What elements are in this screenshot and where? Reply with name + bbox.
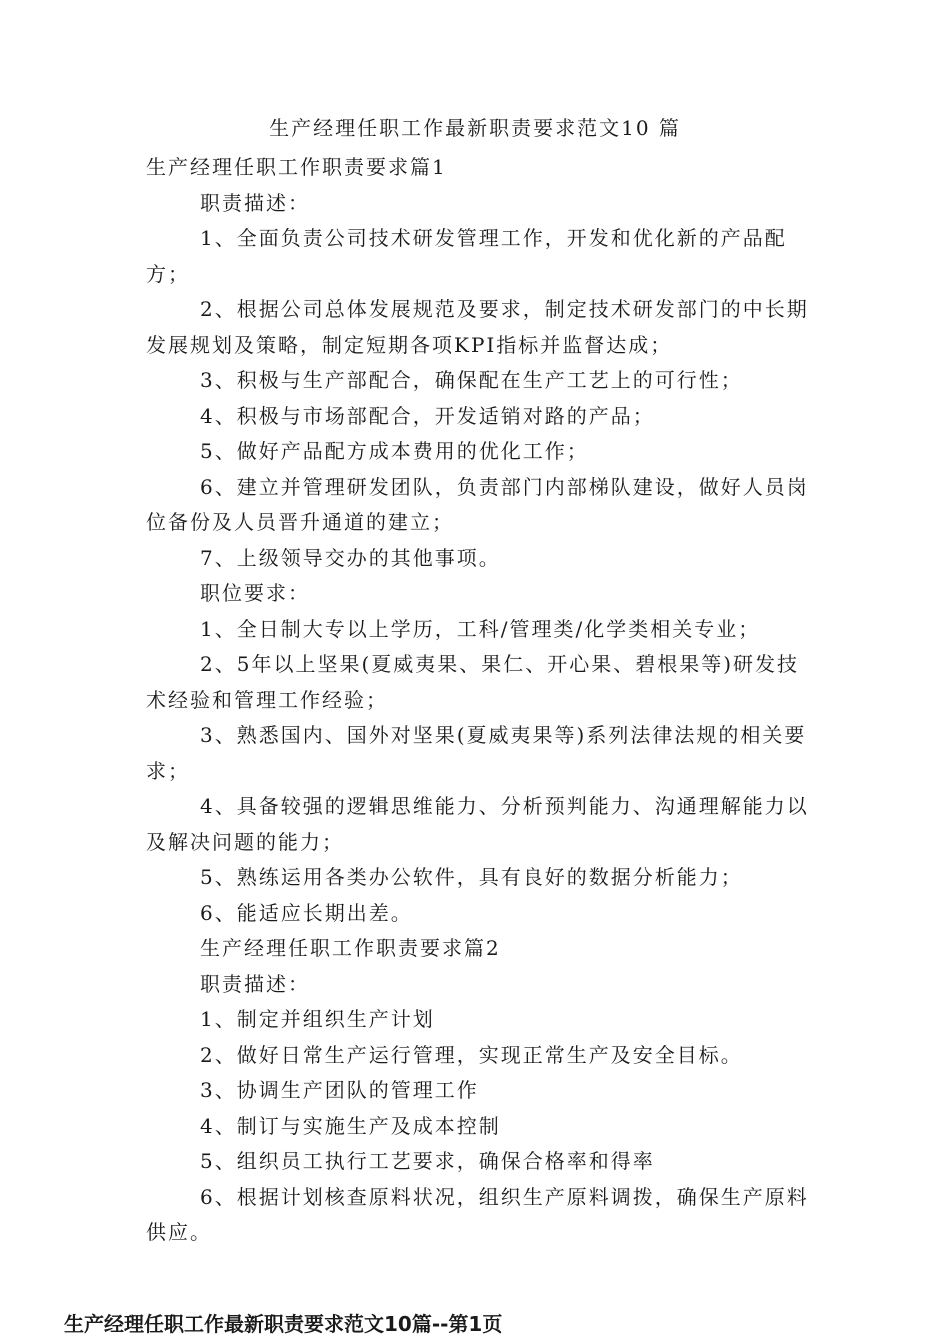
paragraph: 4、积极与市场部配合，开发适销对路的产品； xyxy=(200,403,655,428)
paragraph: 3、积极与生产部配合，确保配在生产工艺上的可行性； xyxy=(200,368,743,392)
paragraph: 职位要求： xyxy=(200,581,310,605)
paragraph: 6、建立并管理研发团队，负责部门内部梯队建设，做好人员岗位备份及人员晋升通道的建立； xyxy=(146,474,809,534)
paragraph: 职责描述： xyxy=(200,971,310,996)
paragraph: 1、制定并组织生产计划 xyxy=(200,1007,435,1031)
paragraph: 1、全面负责公司技术研发管理工作，开发和优化新的产品配方； xyxy=(146,226,787,286)
paragraph: 4、具备较强的逻辑思维能力、分析预判能力、沟通理解能力以及解决问题的能力； xyxy=(146,794,809,854)
paragraph: 6、根据计划核查原料状况，组织生产原料调拨，确保生产原料供应。 xyxy=(146,1184,809,1244)
paragraph: 2、5年以上坚果(夏威夷果、果仁、开心果、碧根果等)研发技术经验和管理工作经验； xyxy=(146,652,800,712)
paragraph: 5、熟练运用各类办公软件，具有良好的数据分析能力； xyxy=(200,865,743,889)
section-heading: 生产经理任职工作职责要求篇1 xyxy=(146,155,447,179)
paragraph: 6、能适应长期出差。 xyxy=(200,900,413,925)
paragraph: 5、组织员工执行工艺要求，确保合格率和得率 xyxy=(200,1149,655,1173)
paragraph: 5、做好产品配方成本费用的优化工作； xyxy=(200,439,589,463)
paragraph: 7、上级领导交办的其他事项。 xyxy=(200,545,501,570)
section-heading: 生产经理任职工作职责要求篇2 xyxy=(200,936,501,960)
paragraph: 3、熟悉国内、国外对坚果(夏威夷果等)系列法律法规的相关要求； xyxy=(146,723,807,783)
document-body xyxy=(146,150,810,1251)
paragraph: 2、根据公司总体发展规范及要求，制定技术研发部门的中长期发展规划及策略，制定短期各项KPI指标并监督达成； xyxy=(146,297,809,357)
paragraph: 3、协调生产团队的管理工作 xyxy=(200,1078,479,1102)
paragraph: 2、做好日常生产运行管理，实现正常生产及安全目标。 xyxy=(200,1042,743,1067)
paragraph: 4、制订与实施生产及成本控制 xyxy=(200,1113,501,1138)
paragraph: 1、全日制大专以上学历，工科/管理类/化学类相关专业； xyxy=(200,616,761,641)
page-footer: 生产经理任职工作最新职责要求范文10篇--第1页 xyxy=(64,1312,503,1336)
paragraph: 职责描述： xyxy=(200,190,310,215)
document-title: 生产经理任职工作最新职责要求范文10 篇 xyxy=(269,116,681,140)
